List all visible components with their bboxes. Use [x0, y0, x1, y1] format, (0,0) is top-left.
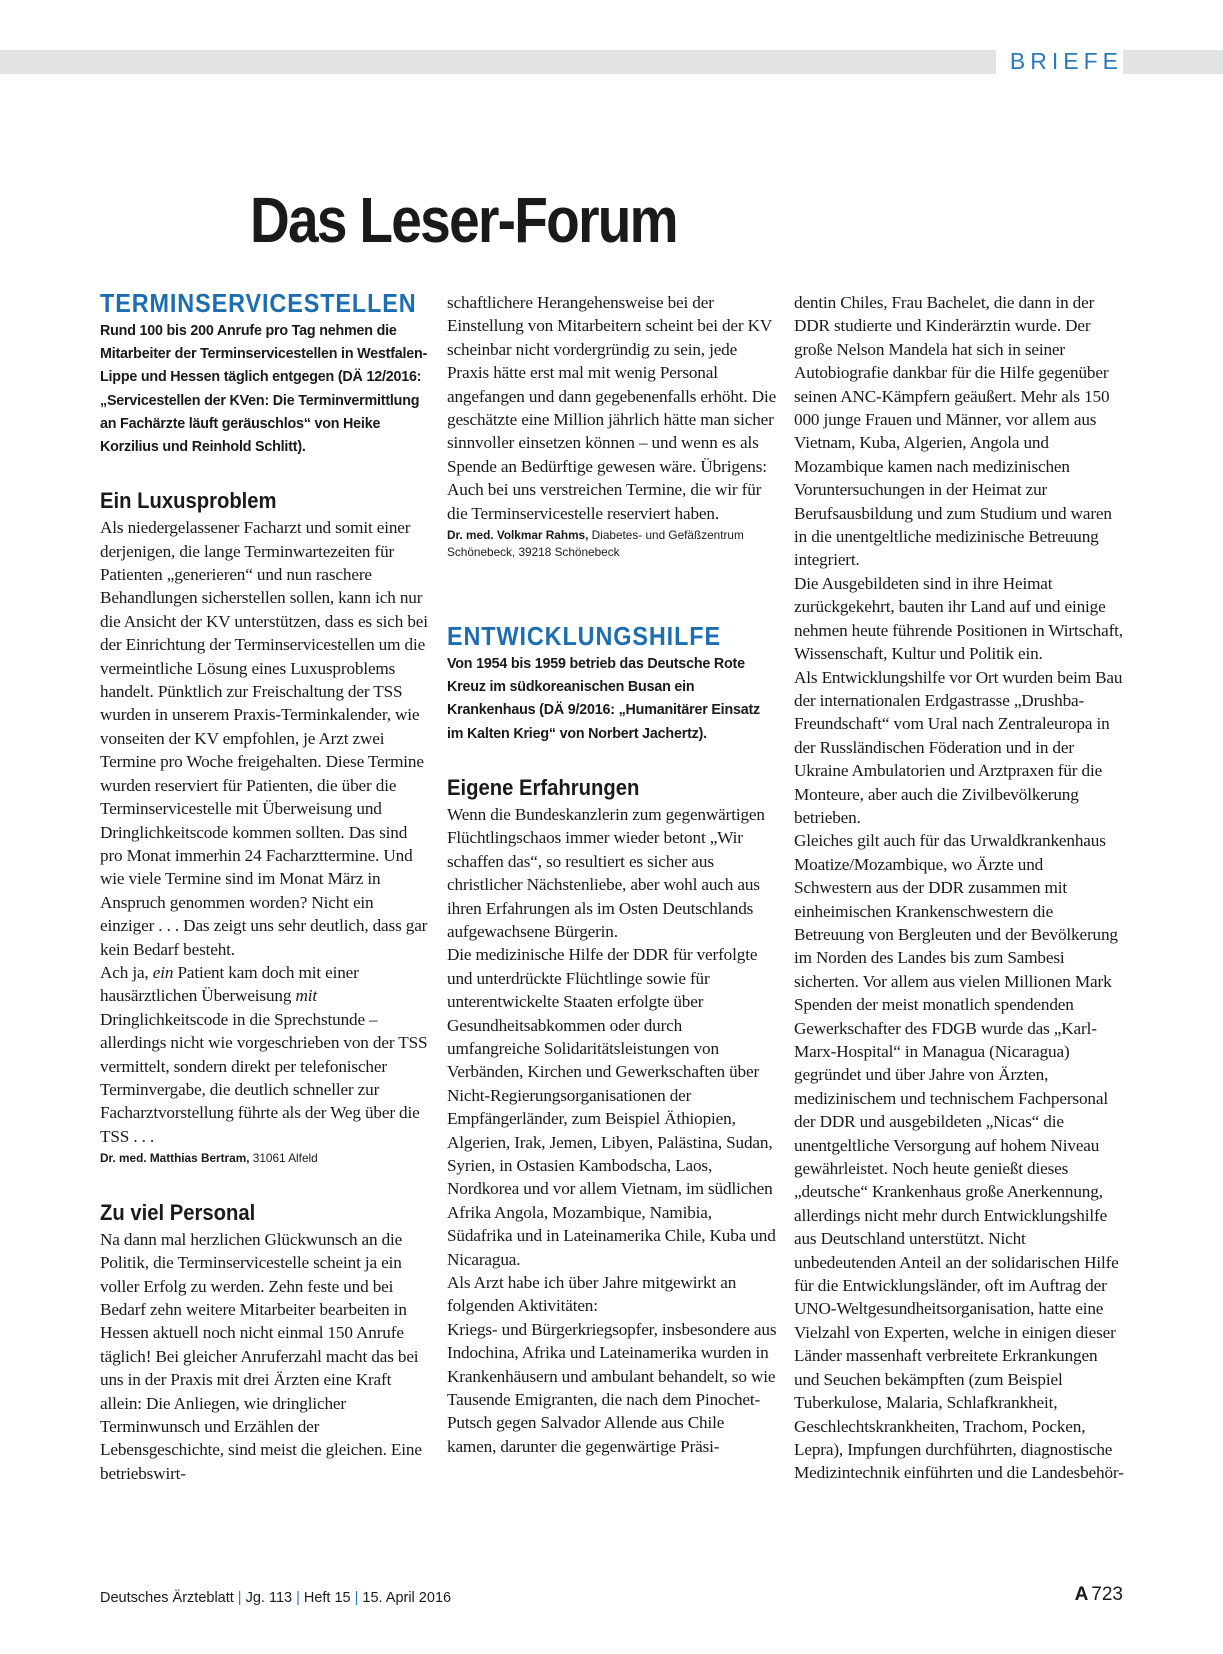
letter-paragraph: dentin Chiles, Frau Bachelet, die dann in der DDR studierte und Kinderärztin wurde. Der große Nelson Mandela hat sich in seiner Autobiografie dankbar für die Hilfe gegenüber seinen ANC-Kämpfern geäußert. Mehr als 150 000 junge Frauen und Männer, vor allem aus Vietnam, Kuba, Algerien, Angola und Mozambique kamen nach medizinischen Voruntersuchungen in der Heimat zur Berufsausbildung und zum Studium und waren in die unentgeltliche medizinische Betreuung integriert.: [794, 293, 1112, 570]
footer-separator: |: [354, 1590, 359, 1606]
letter-paragraph: Als niedergelassener Facharzt und somit einer derjenigen, die lange Terminwartezeiten für Patienten „generieren“ und nun raschere Behandlungen sicherstellen sollen, kann ich nur die Ansicht der KV unterstützen, dass es sich bei der Einrichtung der Terminservicestellen um die vermeintliche Lösung eines Luxusproblems handelt. Pünktlich zur Freischaltung der TSS wurden in unserem Praxis-Terminkalender, wie vonseiten der KV empfohlen, je Arzt zwei Termine pro Woche freigehalten. Diese Termine wurden reserviert für Patienten, die über die Terminservicestelle mit Überweisung und Dringlichkeitscode kommen sollten. Das sind pro Monat immerhin 24 Facharzttermine. Und wie viele Termine sind im Monat März in Anspruch genommen worden? Nicht ein einziger . . . Das zeigt uns sehr deutlich, dass gar kein Bedarf besteht.: [100, 518, 428, 959]
letter-paragraph: Die Ausgebildeten sind in ihre Heimat zurückgekehrt, bauten ihr Land auf und einige nehmen heute führende Positionen in Wirtschaft, Wissenschaft, Kultur und Politik ein.: [794, 573, 1123, 664]
letter-paragraph: schaftlichere Herangehensweise bei der Einstellung von Mitarbeitern scheint bei der KV scheinbar nicht vordergründig zu sein, jede Praxis hätte erst mal mit wenig Personal angefangen und dann gegebenenfalls erhöht. Die geschätzte eine Million jährlich hätte man sicher sinnvoller einsetzen können – und wenn es als Spende an Bedürftige gewesen wäre. Übrigens: Auch bei uns verstreichen Termine, die wir für die Terminservicestelle reserviert haben.: [447, 293, 777, 523]
column-1: [100, 287, 430, 1485]
letter-paragraph: Na dann mal herzlichen Glückwunsch an die Politik, die Terminservicestelle scheint ja ein voller Erfolg zu werden. Zehn feste und bei Bedarf zehn weitere Mitarbeiter bearbeiten in Hessen aktuell noch nicht einmal 150 Anrufe täglich! Bei gleicher Anruferzahl macht das bei uns in der Praxis mit drei Ärzten eine Kraft allein: Die Anliegen, wie dringlicher Terminwunsch und Erzählen der Lebensgeschichte, sind meist die gleichen. Eine betriebswirt-: [100, 1229, 422, 1483]
page-title: Das Leser-Forum: [250, 183, 677, 256]
footer-journal: Deutsches Ärzteblatt: [100, 1590, 234, 1606]
letter-heading: Ein Luxusproblem: [100, 488, 277, 514]
footer-issue: Heft 15: [303, 1590, 351, 1606]
letter-signature: Dr. med. Matthias Bertram, 31061 Alfeld: [100, 1151, 318, 1166]
footer-separator: |: [237, 1590, 242, 1606]
footer-citation: [100, 1590, 451, 1606]
letter-paragraph: Ach ja, ein Patient kam doch mit einer hausärztlichen Überweisung mit Dringlichkeitscode in die Sprechstunde – allerdings nicht wie vorgeschrieben von der TSS vermittelt, sondern direkt per telefonischer Terminvergabe, die deutlich schneller zur Facharztvorstellung führte als der Weg über die TSS . . .: [100, 962, 428, 1146]
letter-paragraph: Gleiches gilt auch für das Urwaldkrankenhaus Moatize/Mozambique, wo Ärzte und Schwestern aus der DDR zusammen mit einheimischen Krankenschwestern die Betreuung von Bergleuten und der Bevölkerung im Norden des Landes bis zum Sambesi sicherten. Vor allem aus vielen Millionen Mark Spenden der meist monatlich spendenden Gewerkschafter des FDGB wurde das „Karl-Marx-Hospital“ in Managua (Nicaragua) gegründet und über Jahre von Ärzten, medizinischem und technischem Fachpersonal der DDR und ausgebildeten „Nicas“ die unentgeltliche Versorgung auf hohem Niveau gewährleistet. Noch heute genießt dieses „deutsche“ Krankenhaus große Anerkennung, allerdings nicht mehr durch Entwicklungshilfe aus Deutschland unterstützt. Nicht unbedeutenden Anteil an der solidarischen Hilfe für die Entwicklungsländer, oft im Auftrag der UNO-Weltgesundheitsorganisation, hatte eine Vielzahl von Experten, welche in einigen dieser Länder massenhaft verbreitete Erkrankungen und Seuchen bekämpften (zum Beispiel Tuberkulose, Malaria, Schlafkrankheit, Geschlechtskrankheiten, Trachom, Pocken, Lepra), Impfungen durchführten, diagnostische Medizintechnik einführten und die Landesbehör-: [794, 831, 1124, 1483]
topic-kicker-entwicklungshilfe: ENTWICKLUNGSHILFE: [447, 621, 721, 652]
page-number: A 723: [1074, 1584, 1123, 1605]
letter-paragraph: Als Arzt habe ich über Jahre mitgewirkt an folgenden Aktivitäten:: [447, 1273, 737, 1316]
letter-paragraph: Als Entwicklungshilfe vor Ort wurden beim Bau der internationalen Erdgastrasse „Drushba-Freundschaft“ vom Ural nach Zentraleuropa in der Russländischen Föderation und in der Ukraine Ambulatorien und Arztpraxen für die Monteure, aber auch die Zivilbevölkerung betrieben.: [794, 667, 1123, 827]
footer-date: 15. April 2016: [362, 1590, 452, 1606]
footer-separator: |: [296, 1590, 300, 1606]
column-2: [447, 287, 777, 1458]
footer-volume: Jg. 113: [245, 1590, 293, 1606]
letter-heading: Eigene Erfahrungen: [447, 774, 640, 800]
letter-paragraph: Wenn die Bundeskanzlerin zum gegenwärtigen Flüchtlingschaos immer wieder betont „Wir schaffen das“, so resultiert es sicher aus christlicher Nächstenliebe, aber wohl auch aus ihren Erfahrungen als im Osten Deutschlands aufgewachsene Bürgerin.: [447, 804, 765, 941]
topic-lead: Von 1954 bis 1959 betrieb das Deutsche Rote Kreuz im südkoreanischen Busan ein Krankenhaus (DÄ 9/2016: „Humanitärer Einsatz im Kalten Krieg“ von Norbert Jachertz).: [447, 656, 760, 742]
letter-paragraph: Die medizinische Hilfe der DDR für verfolgte und unterdrückte Flüchtlinge sowie für unterentwickelte Staaten erfolgte über Gesundheitsabkommen oder durch umfangreiche Solidaritätsleistungen von Verbänden, Kirchen und Gewerkschaften über Nicht-Regierungsorganisationen der Empfängerländer, zum Beispiel Äthiopien, Algerien, Irak, Jemen, Libyen, Palästina, Sudan, Syrien, in Ostasien Kambodscha, Laos, Nordkorea und vor allem Vietnam, im südlichen Afrika Angola, Mozambique, Namibia, Südafrika und in Lateinamerika Chile, Kuba und Nicaragua.: [447, 945, 776, 1269]
letter-paragraph: Kriegs- und Bürgerkriegsopfer, insbesondere aus Indochina, Afrika und Lateinamerika wurden in Krankenhäusern und ambulant behandelt, so wie Tausende Emigranten, die nach dem Pinochet-Putsch gegen Salvador Allende aus Chile kamen, darunter die gegenwärtige Präsi-: [447, 1319, 777, 1456]
column-3: [794, 287, 1124, 1485]
letter-signature: Dr. med. Volkmar Rahms, Diabetes- und Gefäßzentrum Schönebeck, 39218 Schönebeck: [447, 528, 744, 559]
letter-heading: Zu viel Personal: [100, 1199, 256, 1225]
topic-lead: Rund 100 bis 200 Anrufe pro Tag nehmen die Mitarbeiter der Terminservicestellen in Westfalen-Lippe und Hessen täglich entgegen (DÄ 12/2016: „Servicestellen der KVen: Die Terminvermittlung an Fachärzte läuft geräuschlos“ von Heike Korzilius und Reinhold Schlitt).: [100, 323, 428, 456]
topic-kicker-terminservicestellen: TERMINSERVICESTELLEN: [100, 288, 417, 318]
section-label: BRIEFE: [996, 46, 1123, 76]
